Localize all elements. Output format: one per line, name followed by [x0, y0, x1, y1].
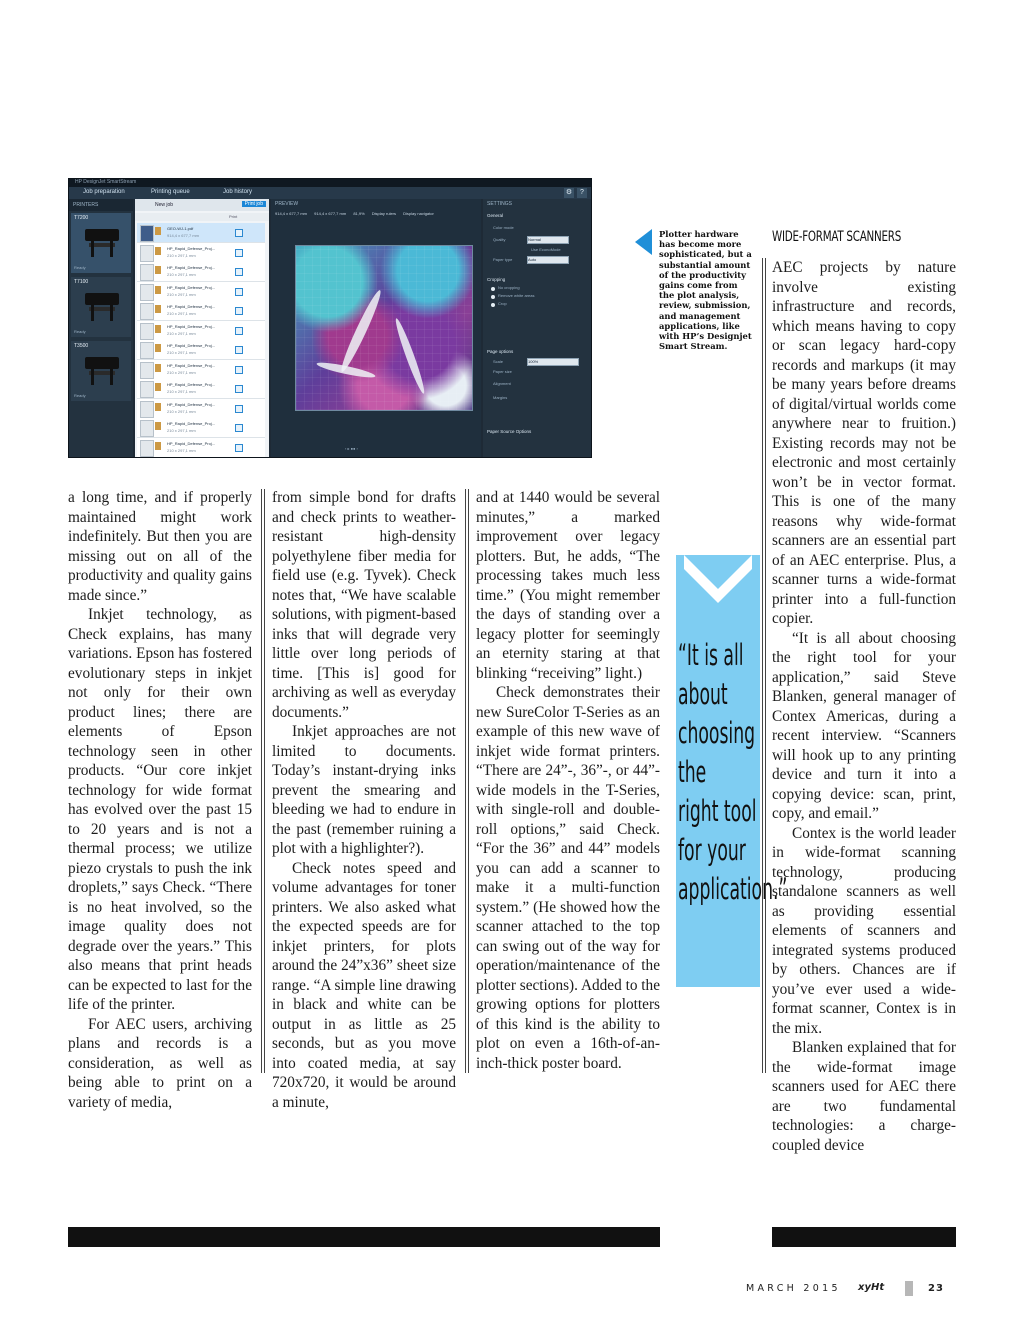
job-row[interactable]: [137, 321, 265, 341]
document-thumbnail-icon: [140, 362, 154, 379]
tab-new-job: New job: [155, 202, 174, 208]
body-column-4: [772, 258, 956, 1155]
file-type-icon: [155, 403, 161, 411]
preview-panel: [271, 199, 481, 457]
pullquote-line: about: [678, 677, 728, 711]
job-size: 210 x 297,1 mm: [167, 252, 196, 258]
issue-date: MARCH 2015: [746, 1283, 841, 1294]
job-name: HP_Rapid_Defense_Proj...: [167, 245, 216, 251]
job-name: HP_Rapid_Defense_Proj...: [167, 362, 216, 368]
printer-name: T3500: [74, 343, 89, 349]
pullquote-line: the: [678, 755, 707, 789]
preview-size-2: 914,4 x 677,7 mm: [314, 211, 347, 216]
printer-state: Ready: [74, 329, 86, 334]
settings-alignment: Alignment: [493, 381, 511, 386]
zoom-level: 81,9%: [353, 211, 365, 216]
job-row[interactable]: [137, 243, 265, 263]
document-thumbnail-icon: [140, 225, 154, 242]
paragraph: Inkjet technology, as Check explains, has many variations. Epson has fostered evolutionary steps in inkjet not only for their own product lines; there are elements of Epson technology seen in other products. “Our core inkjet technology for wide format has evolved over the past 15 to 20 years and is not a thermal process; we utilize piezo crystals to push the ink droplets,” says Check. “There is no heat involved, so the image quality does not degrade over the years.” This also means that print heads can be expected to last for the life of the printer.: [68, 606, 252, 1013]
preview-toolbar: [275, 211, 475, 221]
checkbox-icon[interactable]: [235, 327, 243, 335]
settings-page-options: Page options: [487, 349, 514, 354]
file-type-icon: [155, 266, 161, 274]
settings-cropping: Cropping: [487, 277, 506, 282]
remove-white-areas: Remove white areas: [498, 293, 535, 298]
settings-paper-type: Paper type: [493, 257, 513, 262]
nav-job-preparation: Job preparation: [83, 189, 125, 195]
printer-card: [71, 341, 131, 401]
document-thumbnail-icon: [140, 323, 154, 340]
page-number: 23: [928, 1283, 944, 1294]
settings-header: SETTINGS: [487, 201, 513, 207]
use-economode: Use EconoMode: [531, 247, 561, 252]
job-row[interactable]: [137, 340, 265, 360]
window-title: HP DesignJet SmartStream: [75, 179, 137, 185]
job-size: 210 x 297,1 mm: [167, 311, 196, 316]
job-row[interactable]: [137, 262, 265, 282]
paragraph: Inkjet approaches are not limited to documents. Today’s instant-drying inks prevent the smearing and bleeding we had to endure in the past (remember ruining a plot with a highlighter?).: [272, 723, 456, 857]
file-type-icon: [155, 325, 161, 333]
checkbox-icon[interactable]: [235, 346, 243, 354]
printer-name: T7200: [74, 215, 89, 221]
software-screenshot: [68, 178, 592, 458]
file-type-icon: [155, 422, 161, 430]
document-thumbnail-icon: [140, 342, 154, 359]
job-name: HP_Rapid_Defense_Proj...: [167, 323, 216, 329]
document-thumbnail-icon: [140, 303, 154, 320]
job-name: HP_Rapid_Defense_Proj...: [167, 304, 216, 309]
settings-quality: Quality: [493, 237, 506, 242]
checkbox-icon[interactable]: [235, 307, 243, 315]
checkbox-icon[interactable]: [235, 249, 243, 257]
preview-pager: ‹ ▸ ●● ›: [345, 446, 358, 451]
job-name: HP_Rapid_Defense_Proj...: [167, 440, 216, 446]
checkbox-icon[interactable]: [235, 405, 243, 413]
pullquote-line: “It is all: [678, 638, 744, 672]
job-row[interactable]: [137, 301, 265, 321]
column-rule: [465, 489, 466, 1073]
settings-paper-size: Paper size: [493, 369, 512, 374]
checkbox-icon[interactable]: [235, 366, 243, 374]
pullquote-line: choosing: [678, 716, 756, 750]
nav-printing-queue: Printing queue: [151, 189, 190, 195]
paragraph: AEC projects by nature involve existing infrastructure and records, which means having to copy or scan legacy hard-copy records and markups (it may be many years before dreams of digital/virtual worlds come anywhere near to fruition.) Existing records may not be electronic and most certainly won’t be in vector format. This is one of the many reasons why wide-format scanners are an essential part of an AEC enterprise. Plus, a scanner turns a wide-format printer into a full-function copier.: [772, 259, 956, 627]
checkbox-icon[interactable]: [235, 424, 243, 432]
pullquote: [678, 636, 788, 909]
file-type-icon: [155, 227, 161, 235]
settings-margins: Margins: [493, 395, 508, 400]
file-type-icon: [155, 305, 161, 313]
print-job-button: Print job: [242, 201, 266, 207]
settings-scale: Scale: [493, 359, 504, 364]
paragraph: Check demonstrates their new SureColor T-Series as an example of this new wave of inkjet wide format printers. “There are 24”-, 36”-, or 44”-wide models in the T-Series, with single-roll and double-roll options,” said Check. “For the 36” and 44” models you can add a scanner to make it a multi-function system.” (He showed how the scanner attached to the top can swing out of the way for operation/maintenance of the plotter sections). Added to the growing options for plotters of this kind is the ability to plot on even a 16th-of-an-inch-thick poster board.: [476, 684, 660, 1072]
magazine-name: xyHt: [858, 1282, 885, 1293]
footer-divider: [905, 1281, 913, 1296]
job-row[interactable]: [137, 223, 265, 243]
quality-select: Normal: [527, 236, 569, 244]
jobs-header: Print: [135, 213, 269, 221]
pullquote-line: right tool: [678, 794, 757, 828]
display-rulers: Display rulers: [371, 211, 397, 216]
job-name: HP_Rapid_Defense_Proj...: [167, 382, 216, 387]
job-size: 210 x 297,1 mm: [167, 272, 196, 277]
paper-type-select: Auto: [527, 256, 569, 264]
paragraph: Contex is the world leader in wide-format scanning technology, producing standalone scanners as well as providing essential elements of scanners and integrated systems produced by others. Chances are if you’ve ever used a wide-format scanner, Contex is in the mix.: [772, 824, 956, 1037]
paragraph: and at 1440 would be several minutes,” a marked improvement over legacy plotters. But, he adds, “The processing takes much less time.” (You might remember the days of standing over a legacy plotter for seemingly an eternity staring at that blinking “receiving” light.): [476, 489, 660, 682]
printer-icon: [85, 293, 119, 323]
nav-icons: [564, 188, 587, 198]
job-name: HP_Rapid_Defense_Proj...: [167, 265, 216, 270]
settings-color-mode: Color mode: [493, 225, 514, 230]
radio-icon: [491, 287, 495, 291]
printer-icon: [85, 229, 119, 259]
job-size: 210 x 297,1 mm: [167, 350, 196, 355]
no-cropping: No cropping: [498, 285, 520, 290]
document-thumbnail-icon: [140, 284, 154, 301]
printer-card: [71, 277, 131, 337]
scale-select: 100%: [527, 358, 579, 366]
printer-name: T7100: [74, 279, 89, 285]
checkbox-icon[interactable]: [235, 268, 243, 276]
preview-size: 914,4 x 677,7 mm: [275, 211, 308, 216]
gear-icon: ⚙: [565, 189, 573, 196]
document-thumbnail-icon: [140, 264, 154, 281]
chevron-down-icon: [676, 555, 760, 611]
file-type-icon: [155, 442, 161, 450]
pullquote-line: application.”: [678, 872, 788, 906]
printer-card: [71, 213, 131, 273]
job-name: HP_Rapid_Defense_Proj...: [167, 421, 216, 426]
file-type-icon: [155, 247, 161, 255]
document-thumbnail-icon: [140, 381, 154, 398]
column-rule: [762, 258, 763, 1073]
document-thumbnail-icon: [140, 245, 154, 262]
body-column-3: [476, 488, 660, 1073]
settings-general: General: [487, 213, 504, 218]
nav-job-history: Job history: [223, 189, 253, 195]
jobs-tabs: [135, 199, 269, 211]
job-size: 210 x 297,1 mm: [167, 447, 196, 453]
printer-state: Ready: [74, 265, 86, 270]
paragraph: from simple bond for drafts and check prints to weather-resistant high-density polyethylene fiber media for field use (e.g. Tyvek). Check notes that, “We have scalable solutions, with pigment-based inks that will degrade very little over long periods of time. [This is] good for archiving as well as everyday documents.”: [272, 489, 456, 721]
section-heading: WIDE-FORMAT SCANNERS: [772, 229, 902, 245]
checkbox-icon[interactable]: [235, 444, 243, 452]
printers-panel: [69, 199, 133, 457]
paragraph: For AEC users, archiving plans and records is a consideration, as well as being able to print on a variety of media,: [68, 1015, 252, 1111]
job-size: 210 x 297,1 mm: [167, 389, 196, 394]
paragraph: “It is all about choosing the right tool for your application,” said Steve Blanken, general manager of Contex Americas, during a recent interview. “Scanners will hook up to any printing device and turn it into a copying device: scan, print, copy, and email.”: [772, 629, 956, 822]
settings-panel: [483, 199, 591, 457]
jobs-panel: [135, 199, 269, 457]
job-size: 210 x 297,1 mm: [167, 369, 196, 375]
settings-paper-source: Paper Source Options: [487, 429, 532, 434]
checkbox-icon[interactable]: [235, 288, 243, 296]
file-type-icon: [155, 286, 161, 294]
page-footer: [746, 1281, 956, 1297]
file-type-icon: [155, 344, 161, 352]
job-size: 210 x 297,1 mm: [167, 291, 196, 297]
body-column-1: [68, 488, 252, 1112]
job-row[interactable]: [137, 438, 265, 458]
job-name: HP_Rapid_Defense_Proj...: [167, 401, 216, 407]
body-column-2: [272, 488, 456, 1112]
document-thumbnail-icon: [140, 420, 154, 437]
document-thumbnail-icon: [140, 401, 154, 418]
help-icon: ?: [577, 188, 587, 198]
job-row[interactable]: [137, 379, 265, 399]
printer-state: Ready: [74, 393, 86, 398]
nav-bar: [69, 187, 591, 199]
job-row[interactable]: [137, 418, 265, 438]
job-name: HP_Rapid_Defense_Proj...: [167, 284, 216, 290]
printer-icon: [85, 357, 119, 387]
job-size: 210 x 297,1 mm: [167, 330, 196, 336]
preview-map-image: [295, 245, 473, 411]
pullquote-line: for your: [678, 833, 746, 867]
radio-icon: [491, 295, 495, 299]
preview-header: PREVIEW: [275, 201, 299, 207]
job-size: 210 x 297,1 mm: [167, 408, 196, 414]
document-thumbnail-icon: [140, 440, 154, 457]
checkbox-icon[interactable]: [235, 385, 243, 393]
file-type-icon: [155, 364, 161, 372]
job-size: 914,4 x 677,7 mm: [167, 233, 200, 238]
job-row[interactable]: [137, 399, 265, 419]
checkbox-icon[interactable]: [235, 229, 243, 237]
file-type-icon: [155, 383, 161, 391]
job-name: GEO-WJ-1.pdf: [167, 226, 194, 231]
job-name: HP_Rapid_Defense_Proj...: [167, 343, 216, 348]
paragraph: Check notes speed and volume advantages for toner printers. We also asked what the expected speeds are for inkjet printers, for plots around the 24”x36” sheet size range. “A simple line drawing in black and white can be output in as little as 25 seconds, but as you move into coated media, at say 720x720, it would be around a minute,: [272, 859, 456, 1111]
job-row[interactable]: [137, 360, 265, 380]
job-row[interactable]: [137, 282, 265, 302]
display-navigator: Display navigator: [403, 211, 434, 216]
job-size: 210 x 297,1 mm: [167, 428, 196, 433]
caption-arrow-icon: [635, 229, 652, 255]
footer-bar-left: [68, 1227, 660, 1247]
paragraph: Blanken explained that for the wide-format image scanners used for AEC there are two fundamental technologies: a charge-coupled device: [772, 1039, 956, 1154]
crop-option: Crop: [498, 301, 507, 306]
paragraph: a long time, and if properly maintained might work indefinitely. But then you are missing out on all of the productivity and quality gains made since.”: [68, 489, 252, 604]
column-rule: [261, 489, 262, 1073]
window-titlebar: [69, 179, 591, 187]
radio-icon: [491, 303, 495, 307]
image-caption: Plotter hardware has become more sophisticated, but a substantial amount of the productivity gains come from the plot analysis, review, submission, and management applications, like with HP’s Designjet Smart Stream.: [659, 229, 752, 352]
footer-bar-right: [772, 1227, 956, 1247]
printers-header: PRINTERS: [69, 199, 133, 211]
